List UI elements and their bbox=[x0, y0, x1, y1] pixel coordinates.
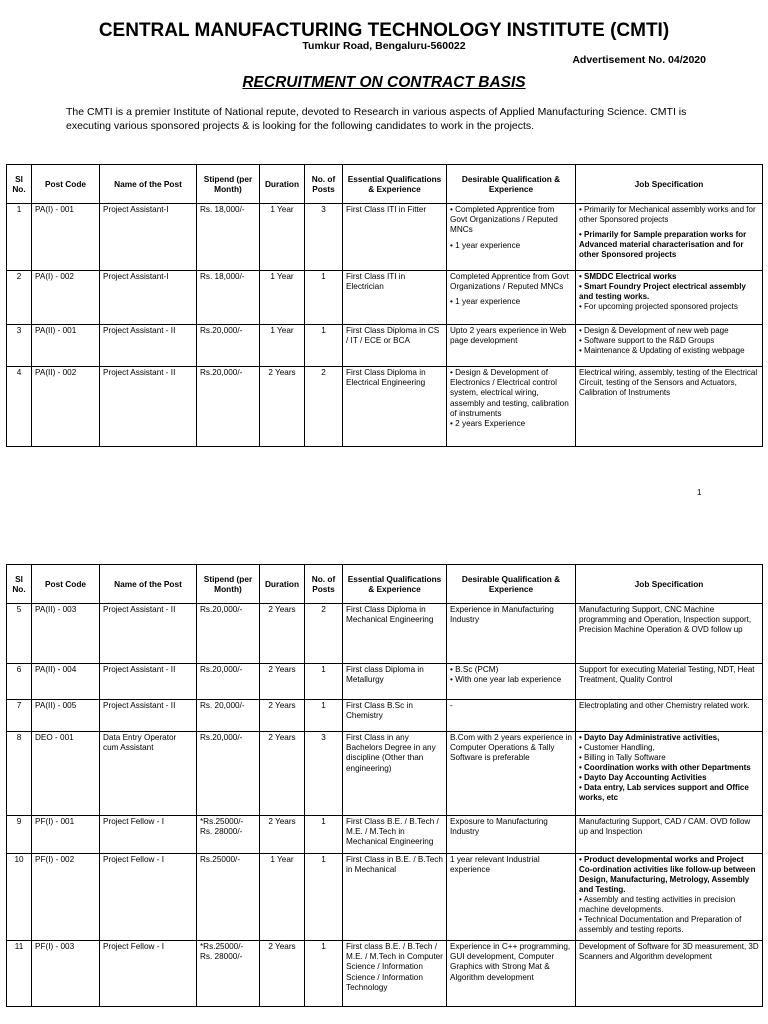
job-specification-cell-line: • Dayto Day Administrative activities, bbox=[579, 733, 720, 742]
duration-cell: 1 Year bbox=[260, 204, 305, 271]
col-header-stipend: Stipend (per Month) bbox=[197, 165, 260, 204]
desirable-qualification-cell bbox=[447, 700, 576, 732]
job-specification-cell-line: • Product developmental works and Project Co-ordination activities like follow-up between Design, Manufacturing, Metrology, Assembly and Testing. bbox=[579, 855, 756, 894]
job-specification-cell-line: • Technical Documentation and Preparation of assembly and testing reports. bbox=[579, 915, 742, 934]
job-specification-cell bbox=[576, 367, 763, 447]
desirable-qualification-cell-line: Exposure to Manufacturing Industry bbox=[450, 817, 548, 837]
col-header-desirable: Desirable Qualification & Experience bbox=[447, 565, 576, 604]
intro-paragraph: The CMTI is a premier Institute of National repute, devoted to Research in various aspects of Applied Manufacturing Science. CMTI is executing various sponsored projects & is looking for the following candidates to work in the projects. bbox=[66, 106, 687, 132]
essential-qualification-cell: First Class B.E. / B.Tech / M.E. / M.Tech in Mechanical Engineering bbox=[343, 816, 447, 854]
sl-no-cell: 11 bbox=[7, 941, 32, 1007]
table-row bbox=[7, 604, 763, 664]
stipend-cell: *Rs.25000/- Rs. 28000/- bbox=[197, 941, 260, 1007]
post-code-cell: DEO - 001 bbox=[32, 732, 100, 816]
sl-no-cell: 4 bbox=[7, 367, 32, 447]
sl-no-cell: 3 bbox=[7, 325, 32, 367]
job-specification-cell-line: • Dayto Day Accounting Activities bbox=[579, 773, 707, 782]
table-row bbox=[7, 367, 763, 447]
table-row bbox=[7, 854, 763, 941]
posts-count-cell: 1 bbox=[305, 700, 343, 732]
job-specification-cell-line: • SMDDC Electrical works bbox=[579, 272, 677, 281]
post-name-cell: Project Fellow - I bbox=[100, 816, 197, 854]
posts-count-cell: 3 bbox=[305, 204, 343, 271]
job-specification-cell-line: Manufacturing Support, CNC Machine programming and Operation, Inspection support, Precision Machine Operation & OVD follow up bbox=[579, 605, 752, 634]
desirable-qualification-cell bbox=[447, 271, 576, 325]
job-specification-cell-line: • Primarily for Sample preparation works for Advanced material characterisation and for other Sponsored projects bbox=[579, 230, 747, 259]
post-code-cell: PA(II) - 002 bbox=[32, 367, 100, 447]
job-specification-cell-line: • Software support to the R&D Groups bbox=[579, 336, 715, 345]
desirable-qualification-cell-line: • B.Sc (PCM) bbox=[450, 665, 499, 674]
stipend-cell: Rs.20,000/- bbox=[197, 325, 260, 367]
duration-cell: 2 Years bbox=[260, 367, 305, 447]
document-title: CENTRAL MANUFACTURING TECHNOLOGY INSTITUTE (CMTI) bbox=[98, 20, 670, 41]
desirable-qualification-cell-line: Experience in C++ programming, GUI development, Computer Graphics with Strong Mat & Algorithm development bbox=[450, 942, 571, 982]
desirable-qualification-cell bbox=[447, 854, 576, 941]
desirable-qualification-cell-line: Upto 2 years experience in Web page development bbox=[450, 326, 567, 346]
job-specification-cell-line: Development of Software for 3D measurement, 3D Scanners and Algorithm development bbox=[579, 942, 759, 961]
job-specification-cell-line: • For upcoming projected sponsored projects bbox=[579, 302, 738, 311]
desirable-qualification-cell-line: • 1 year experience bbox=[450, 240, 521, 250]
stipend-cell: Rs.20,000/- bbox=[197, 664, 260, 700]
col-header-name: Name of the Post bbox=[100, 165, 197, 204]
job-specification-cell-line: • Customer Handling, bbox=[579, 743, 655, 752]
post-name-cell: Project Assistant-I bbox=[100, 271, 197, 325]
col-header-post-code: Post Code bbox=[32, 565, 100, 604]
job-specification-cell bbox=[576, 664, 763, 700]
desirable-qualification-cell-line: Experience in Manufacturing Industry bbox=[450, 605, 554, 625]
table-header-row bbox=[7, 165, 763, 204]
desirable-qualification-cell-line: 1 year relevant Industrial experience bbox=[450, 855, 540, 875]
post-name-cell: Project Assistant - II bbox=[100, 700, 197, 732]
sl-no-cell: 6 bbox=[7, 664, 32, 700]
post-code-cell: PF(I) - 002 bbox=[32, 854, 100, 941]
sl-no-cell: 1 bbox=[7, 204, 32, 271]
posts-count-cell: 2 bbox=[305, 367, 343, 447]
duration-cell: 2 Years bbox=[260, 941, 305, 1007]
sl-no-cell: 5 bbox=[7, 604, 32, 664]
table-row bbox=[7, 941, 763, 1007]
col-header-duration: Duration bbox=[260, 565, 305, 604]
stipend-cell: *Rs.25000/- Rs. 28000/- bbox=[197, 816, 260, 854]
duration-cell: 1 Year bbox=[260, 854, 305, 941]
desirable-qualification-cell-line: Completed Apprentice from Govt Organizations / Reputed MNCs bbox=[450, 272, 569, 292]
stipend-cell: Rs. 18,000/- bbox=[197, 271, 260, 325]
col-header-duration: Duration bbox=[260, 165, 305, 204]
desirable-qualification-cell bbox=[447, 664, 576, 700]
job-specification-cell-line: • Billing in Tally Software bbox=[579, 753, 666, 762]
desirable-qualification-cell bbox=[447, 325, 576, 367]
job-specification-cell bbox=[576, 700, 763, 732]
recruitment-table-page-1 bbox=[6, 164, 763, 447]
col-header-job: Job Specification bbox=[576, 565, 763, 604]
desirable-qualification-cell-line: • 1 year experience bbox=[450, 297, 521, 307]
col-header-essential: Essential Qualifications & Experience bbox=[343, 165, 447, 204]
job-specification-cell-line: Electrical wiring, assembly, testing of the Electrical Circuit, testing of the Sensors and Actuators, Calibration of Instruments bbox=[579, 368, 758, 397]
essential-qualification-cell: First class Diploma in Metallurgy bbox=[343, 664, 447, 700]
duration-cell: 2 Years bbox=[260, 816, 305, 854]
post-code-cell: PF(I) - 003 bbox=[32, 941, 100, 1007]
desirable-qualification-cell bbox=[447, 204, 576, 271]
page-number: 1 bbox=[697, 488, 702, 497]
duration-cell: 2 Years bbox=[260, 732, 305, 816]
table-row bbox=[7, 732, 763, 816]
post-code-cell: PA(II) - 005 bbox=[32, 700, 100, 732]
essential-qualification-cell: First Class Diploma in Electrical Engineering bbox=[343, 367, 447, 447]
job-specification-cell bbox=[576, 271, 763, 325]
posts-count-cell: 1 bbox=[305, 271, 343, 325]
posts-count-cell: 1 bbox=[305, 816, 343, 854]
desirable-qualification-cell-line: - bbox=[450, 701, 453, 710]
recruitment-heading: RECRUITMENT ON CONTRACT BASIS bbox=[242, 74, 526, 91]
col-header-post-code: Post Code bbox=[32, 165, 100, 204]
job-specification-cell bbox=[576, 204, 763, 271]
post-name-cell: Data Entry Operator cum Assistant bbox=[100, 732, 197, 816]
job-specification-cell-line: • Smart Foundry Project electrical assembly and testing works. bbox=[579, 282, 746, 301]
sl-no-cell: 7 bbox=[7, 700, 32, 732]
table-header-row bbox=[7, 565, 763, 604]
stipend-cell: Rs.20,000/- bbox=[197, 732, 260, 816]
col-header-job: Job Specification bbox=[576, 165, 763, 204]
sl-no-cell: 9 bbox=[7, 816, 32, 854]
stipend-cell: Rs.20,000/- bbox=[197, 367, 260, 447]
job-specification-cell-line: Manufacturing Support, CAD / CAM. OVD follow up and Inspection bbox=[579, 817, 751, 836]
post-name-cell: Project Assistant - II bbox=[100, 664, 197, 700]
essential-qualification-cell: First Class ITI in Fitter bbox=[343, 204, 447, 271]
desirable-qualification-cell bbox=[447, 816, 576, 854]
post-code-cell: PA(I) - 001 bbox=[32, 204, 100, 271]
duration-cell: 2 Years bbox=[260, 604, 305, 664]
post-name-cell: Project Assistant - II bbox=[100, 367, 197, 447]
job-specification-cell-line: • Maintenance & Updating of existing webpage bbox=[579, 346, 745, 355]
col-header-stipend: Stipend (per Month) bbox=[197, 565, 260, 604]
posts-count-cell: 2 bbox=[305, 604, 343, 664]
table-row bbox=[7, 664, 763, 700]
desirable-qualification-cell-line: B.Com with 2 years experience in Computer Operations & Tally Software is preferable bbox=[450, 733, 572, 763]
duration-cell: 1 Year bbox=[260, 271, 305, 325]
job-specification-cell bbox=[576, 816, 763, 854]
col-header-sl: Sl No. bbox=[7, 165, 32, 204]
desirable-qualification-cell-line: • Design & Development of Electronics / Electrical control system, electrical wiring, assembly and testing, calibration of instruments bbox=[450, 368, 569, 418]
stipend-cell: Rs. 18,000/- bbox=[197, 204, 260, 271]
sl-no-cell: 2 bbox=[7, 271, 32, 325]
job-specification-cell bbox=[576, 325, 763, 367]
desirable-qualification-cell bbox=[447, 604, 576, 664]
post-name-cell: Project Assistant - II bbox=[100, 604, 197, 664]
posts-count-cell: 1 bbox=[305, 664, 343, 700]
post-code-cell: PA(II) - 003 bbox=[32, 604, 100, 664]
stipend-cell: Rs. 20,000/- bbox=[197, 700, 260, 732]
essential-qualification-cell: First Class ITI in Electrician bbox=[343, 271, 447, 325]
stipend-cell: Rs.25000/- bbox=[197, 854, 260, 941]
col-header-desirable: Desirable Qualification & Experience bbox=[447, 165, 576, 204]
table-row bbox=[7, 271, 763, 325]
stipend-cell: Rs.20,000/- bbox=[197, 604, 260, 664]
post-code-cell: PA(II) - 004 bbox=[32, 664, 100, 700]
duration-cell: 2 Years bbox=[260, 664, 305, 700]
job-specification-cell bbox=[576, 854, 763, 941]
job-specification-cell-line: Support for executing Material Testing, NDT, Heat Treatment, Quality Control bbox=[579, 665, 755, 684]
duration-cell: 1 Year bbox=[260, 325, 305, 367]
job-specification-cell-line: • Design & Development of new web page bbox=[579, 326, 729, 335]
job-specification-cell-line: Electroplating and other Chemistry related work. bbox=[579, 701, 750, 710]
job-specification-cell bbox=[576, 941, 763, 1007]
sl-no-cell: 10 bbox=[7, 854, 32, 941]
essential-qualification-cell: First class B.E. / B.Tech / M.E. / M.Tech in Computer Science / Information Science / Information Technology bbox=[343, 941, 447, 1007]
post-name-cell: Project Assistant-I bbox=[100, 204, 197, 271]
col-header-essential: Essential Qualifications & Experience bbox=[343, 565, 447, 604]
sl-no-cell: 8 bbox=[7, 732, 32, 816]
desirable-qualification-cell bbox=[447, 941, 576, 1007]
job-specification-cell bbox=[576, 732, 763, 816]
desirable-qualification-cell bbox=[447, 732, 576, 816]
job-specification-cell-line: • Data entry, Lab services support and Office works, etc bbox=[579, 783, 749, 802]
post-code-cell: PA(II) - 001 bbox=[32, 325, 100, 367]
job-specification-cell-line: • Coordination works with other Departments bbox=[579, 763, 751, 772]
essential-qualification-cell: First Class in any Bachelors Degree in any discipline (Other than engineering) bbox=[343, 732, 447, 816]
desirable-qualification-cell-line: • Completed Apprentice from Govt Organizations / Reputed MNCs bbox=[450, 205, 558, 235]
table-row bbox=[7, 700, 763, 732]
essential-qualification-cell: First Class B.Sc in Chemistry bbox=[343, 700, 447, 732]
desirable-qualification-cell bbox=[447, 367, 576, 447]
posts-count-cell: 1 bbox=[305, 325, 343, 367]
essential-qualification-cell: First Class in B.E. / B.Tech in Mechanical bbox=[343, 854, 447, 941]
job-specification-cell bbox=[576, 604, 763, 664]
col-header-posts: No. of Posts bbox=[305, 165, 343, 204]
duration-cell: 2 Years bbox=[260, 700, 305, 732]
post-code-cell: PF(I) - 001 bbox=[32, 816, 100, 854]
posts-count-cell: 1 bbox=[305, 854, 343, 941]
essential-qualification-cell: First Class Diploma in Mechanical Engineering bbox=[343, 604, 447, 664]
table-row bbox=[7, 204, 763, 271]
post-name-cell: Project Fellow - I bbox=[100, 941, 197, 1007]
advertisement-number: Advertisement No. 04/2020 bbox=[572, 54, 706, 66]
table-row bbox=[7, 325, 763, 367]
job-specification-cell-line: • Assembly and testing activities in precision machine developments. bbox=[579, 895, 736, 914]
post-name-cell: Project Assistant - II bbox=[100, 325, 197, 367]
col-header-name: Name of the Post bbox=[100, 565, 197, 604]
job-specification-cell-line: • Primarily for Mechanical assembly works and for other Sponsored projects bbox=[579, 205, 756, 224]
institute-address: Tumkur Road, Bengaluru-560022 bbox=[302, 40, 466, 52]
post-name-cell: Project Fellow - I bbox=[100, 854, 197, 941]
post-code-cell: PA(I) - 002 bbox=[32, 271, 100, 325]
recruitment-table-page-2 bbox=[6, 564, 763, 1007]
desirable-qualification-cell-line: • 2 years Experience bbox=[450, 419, 526, 429]
desirable-qualification-cell-line: • With one year lab experience bbox=[450, 675, 562, 685]
col-header-posts: No. of Posts bbox=[305, 565, 343, 604]
posts-count-cell: 1 bbox=[305, 941, 343, 1007]
col-header-sl: Sl No. bbox=[7, 565, 32, 604]
posts-count-cell: 3 bbox=[305, 732, 343, 816]
essential-qualification-cell: First Class Diploma in CS / IT / ECE or BCA bbox=[343, 325, 447, 367]
table-row bbox=[7, 816, 763, 854]
